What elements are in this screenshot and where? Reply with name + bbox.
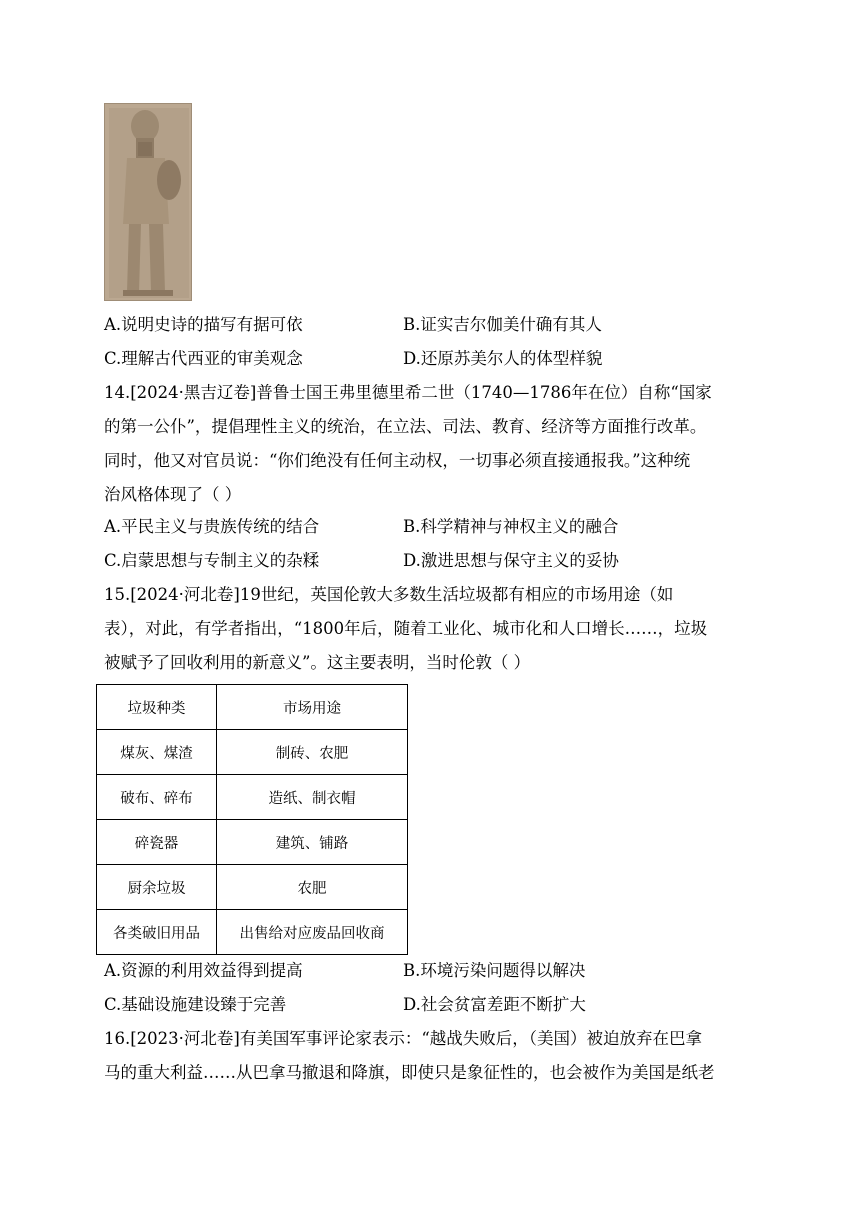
garbage-use-table [96,684,408,955]
table-header-cell: 市场用途 [217,685,408,730]
q14-line-1: 14.[2024·黑吉辽卷]普鲁士国王弗里德里希二世（1740—1786年在位）自称“国家 [104,383,712,402]
table-cell: 制砖、农肥 [217,730,408,775]
table-cell: 造纸、制衣帽 [217,775,408,820]
table-cell: 破布、碎布 [97,775,217,820]
table-row [97,910,408,955]
q15-option-c: C.基础设施建设臻于完善 [104,995,287,1014]
q13-option-b: B.证实吉尔伽美什确有其人 [403,315,602,334]
q13-option-c: C.理解古代西亚的审美观念 [104,349,303,368]
q14-option-c: C.启蒙思想与专制主义的杂糅 [104,551,320,570]
q15-option-d: D.社会贫富差距不断扩大 [403,995,586,1014]
q16-line-2: 马的重大利益……从巴拿马撤退和降旗，即使只是象征性的，也会被作为美国是纸老 [104,1063,715,1082]
table-row [97,775,408,820]
table-cell: 各类破旧用品 [97,910,217,955]
relief-image [104,103,192,301]
q14-line-2: 的第一公仆”，提倡理性主义的统治，在立法、司法、教育、经济等方面推行改革。 [104,417,707,436]
q14-option-d: D.激进思想与保守主义的妥协 [403,551,619,570]
table-row [97,730,408,775]
table-cell: 农肥 [217,865,408,910]
q15-option-b: B.环境污染问题得以解决 [403,961,586,980]
q15-line-3: 被赋予了回收利用的新意义”。这主要表明，当时伦敦（ ） [104,653,531,672]
q15-line-2: 表），对此，有学者指出，“1800年后，随着工业化、城市化和人口增长……，垃圾 [104,619,708,638]
q14-option-b: B.科学精神与神权主义的融合 [403,517,619,536]
table-cell: 煤灰、煤渣 [97,730,217,775]
table-row [97,820,408,865]
q13-option-a: A.说明史诗的描写有据可依 [104,315,303,334]
q14-line-3: 同时，他又对官员说：“你们绝没有任何主动权，一切事必须直接通报我。”这种统 [104,451,691,470]
relief-figure-icon [105,104,192,301]
table-header-row [97,685,408,730]
q15-option-a: A.资源的利用效益得到提高 [104,961,303,980]
table-cell: 建筑、铺路 [217,820,408,865]
table-cell: 碎瓷器 [97,820,217,865]
table-row [97,865,408,910]
q13-option-d: D.还原苏美尔人的体型样貌 [403,349,603,368]
q16-line-1: 16.[2023·河北卷]有美国军事评论家表示：“越战失败后，（美国）被迫放弃在巴拿 [104,1029,703,1048]
q14-line-4: 治风格体现了（ ） [104,485,242,504]
table-cell: 厨余垃圾 [97,865,217,910]
table-header-cell: 垃圾种类 [97,685,217,730]
table-cell: 出售给对应废品回收商 [217,910,408,955]
q14-option-a: A.平民主义与贵族传统的结合 [104,517,320,536]
q15-line-1: 15.[2024·河北卷]19世纪，英国伦敦大多数生活垃圾都有相应的市场用途（如 [104,585,674,604]
